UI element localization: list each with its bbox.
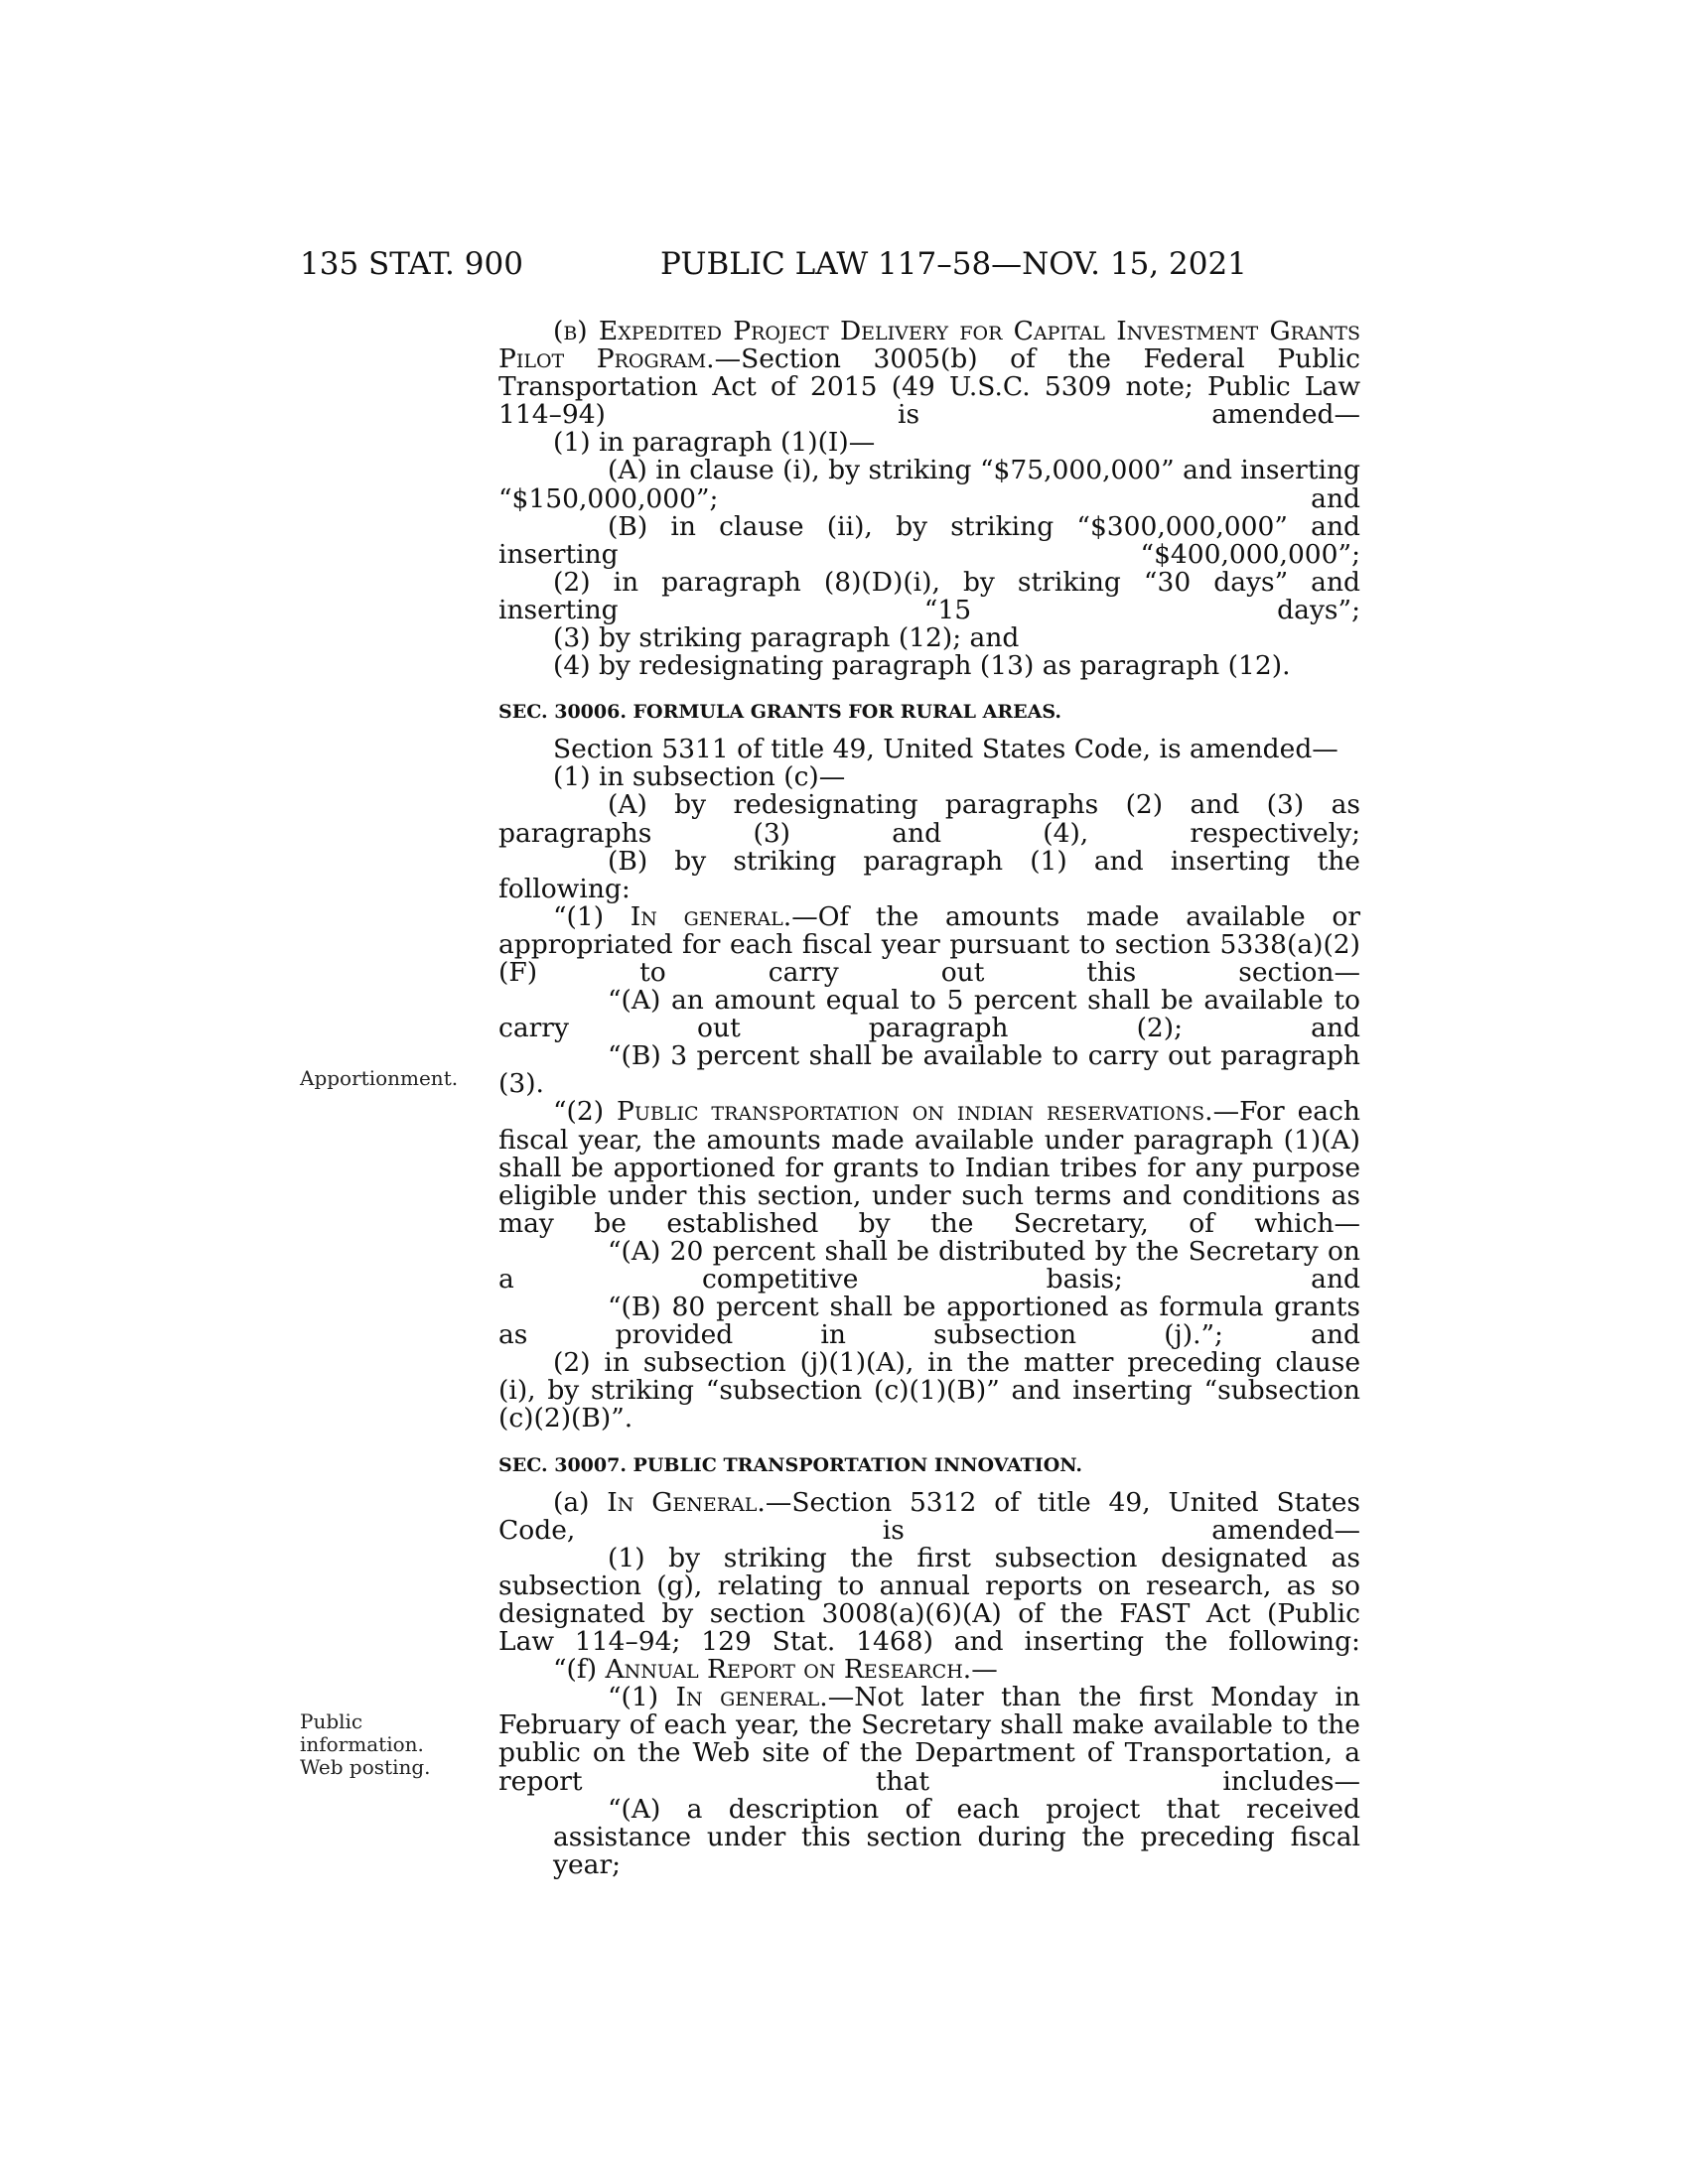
quoted-text: —Of the amounts made available or appropriated for each fiscal year pursuant to section 5338(a)(2)(F) to carry out this section— (498, 900, 1360, 988)
section-30007-title: SEC. 30007. PUBLIC TRANSPORTATION INNOVATION. (498, 1453, 1083, 1476)
subsection-b (498, 318, 1360, 429)
paragraph-b1: (1) in paragraph (1)(I)— (553, 427, 876, 459)
section-30006-title: SEC. 30006. FORMULA GRANTS FOR RURAL AREAS. (498, 701, 1062, 724)
quote-open: “(1) (553, 900, 631, 932)
quoted-clause-2B: “(B) 80 percent shall be apportioned as formula grants as provided in subsection (j).”; and (498, 1292, 1360, 1351)
clause-b1B: (B) in clause (ii), by striking “$300,000,000” and inserting “$400,000,000”; (498, 510, 1360, 570)
quoted-text: —Not later than the first Monday in February of each year, the Secretary shall make available to the public on the Web site of the Department of Transportation, a report that includes— (498, 1682, 1360, 1797)
paragraph-b3: (3) by striking paragraph (12); and (553, 622, 1020, 654)
margin-note-apportionment: Apportionment. (300, 1066, 459, 1090)
quoted-heading: Annual Report on Research. (605, 1654, 972, 1686)
quote-open: “(2) (553, 1096, 618, 1128)
quoted-clause-f1A: “(A) a description of each project that received assistance under this section during the preceding fiscal year; (553, 1793, 1360, 1880)
subsection-text: —Section 5312 of title 49, United States Code, is amended— (498, 1486, 1360, 1546)
subsection-label: (a) (553, 1486, 608, 1518)
page-stat-citation: 135 STAT. 900 (300, 246, 523, 282)
clause-s6-1B: (B) by striking paragraph (1) and inserting the following: (498, 845, 1360, 904)
quoted-clause-1B: “(B) 3 percent shall be available to carry out paragraph (3). (498, 1040, 1360, 1100)
heading-dash: — (971, 1654, 998, 1686)
running-header: PUBLIC LAW 117–58—NOV. 15, 2021 (660, 246, 1247, 282)
quoted-paragraph-2 (498, 1098, 1360, 1237)
subsection-b-heading: (b) Expedited Project Delivery for Capital Investment Grants Pilot Program. (498, 316, 1360, 375)
margin-note-public-information (300, 1710, 431, 1779)
clause-s6-1A: (A) by redesignating paragraphs (2) and (3) as paragraphs (3) and (4), respectively; (498, 789, 1360, 849)
section-30006-intro: Section 5311 of title 49, United States Code, is amended— (553, 734, 1338, 765)
margin-note-line: Web posting. (300, 1755, 431, 1779)
subsection-b-text: —Section 3005(b) of the Federal Public Transportation Act of 2015 (49 U.S.C. 5309 note; Public Law 114–94) is amended— (498, 343, 1360, 431)
quoted-heading: In general. (630, 900, 792, 932)
quoted-clause-2A: “(A) 20 percent shall be distributed by the Secretary on a competitive basis; and (498, 1235, 1360, 1295)
clause-b1A: (A) in clause (i), by striking “$75,000,000” and inserting “$150,000,000”; and (498, 455, 1360, 514)
paragraph-s6-1: (1) in subsection (c)— (553, 761, 846, 793)
paragraph-s6-2: (2) in subsection (j)(1)(A), in the matter preceding clause (i), by striking “subsection (c)(1)(B)” and inserting “subsection (c)(2)(B)”. (498, 1347, 1360, 1434)
subsection-heading: In General. (607, 1486, 766, 1518)
margin-note-line: Public (300, 1709, 363, 1733)
quoted-heading: Public transportation on indian reservations. (617, 1096, 1213, 1128)
document-body (498, 318, 1360, 1879)
quoted-clause-1A: “(A) an amount equal to 5 percent shall be available to carry out paragraph (2); and (498, 985, 1360, 1044)
quote-open: “(f) (553, 1654, 606, 1686)
paragraph-b4: (4) by redesignating paragraph (13) as paragraph (12). (553, 650, 1291, 682)
paragraph-s7-1: (1) by striking the first subsection designated as subsection (g), relating to annual reports on research, as so designated by section 3008(a)(6)(A) of the FAST Act (Public Law 114–94; 129 Stat. 1468) and inserting the following: (498, 1542, 1360, 1658)
quoted-paragraph-1 (498, 900, 1360, 988)
quote-open: “(1) (608, 1682, 676, 1713)
paragraph-b2: (2) in paragraph (8)(D)(i), by striking “30 days” and inserting “15 days”; (498, 566, 1360, 625)
quoted-heading: In general. (675, 1682, 828, 1713)
quoted-paragraph-f1 (498, 1684, 1360, 1795)
quoted-subsection-f (498, 1656, 1360, 1684)
margin-note-line: information. (300, 1732, 424, 1756)
subsection-s7-a (498, 1486, 1360, 1546)
quoted-text: —For each fiscal year, the amounts made available under paragraph (1)(A) shall be apportioned for grants to Indian tribes for any purpose eligible under this section, under such terms and conditions as may be established by the Secretary, of which— (498, 1096, 1360, 1239)
